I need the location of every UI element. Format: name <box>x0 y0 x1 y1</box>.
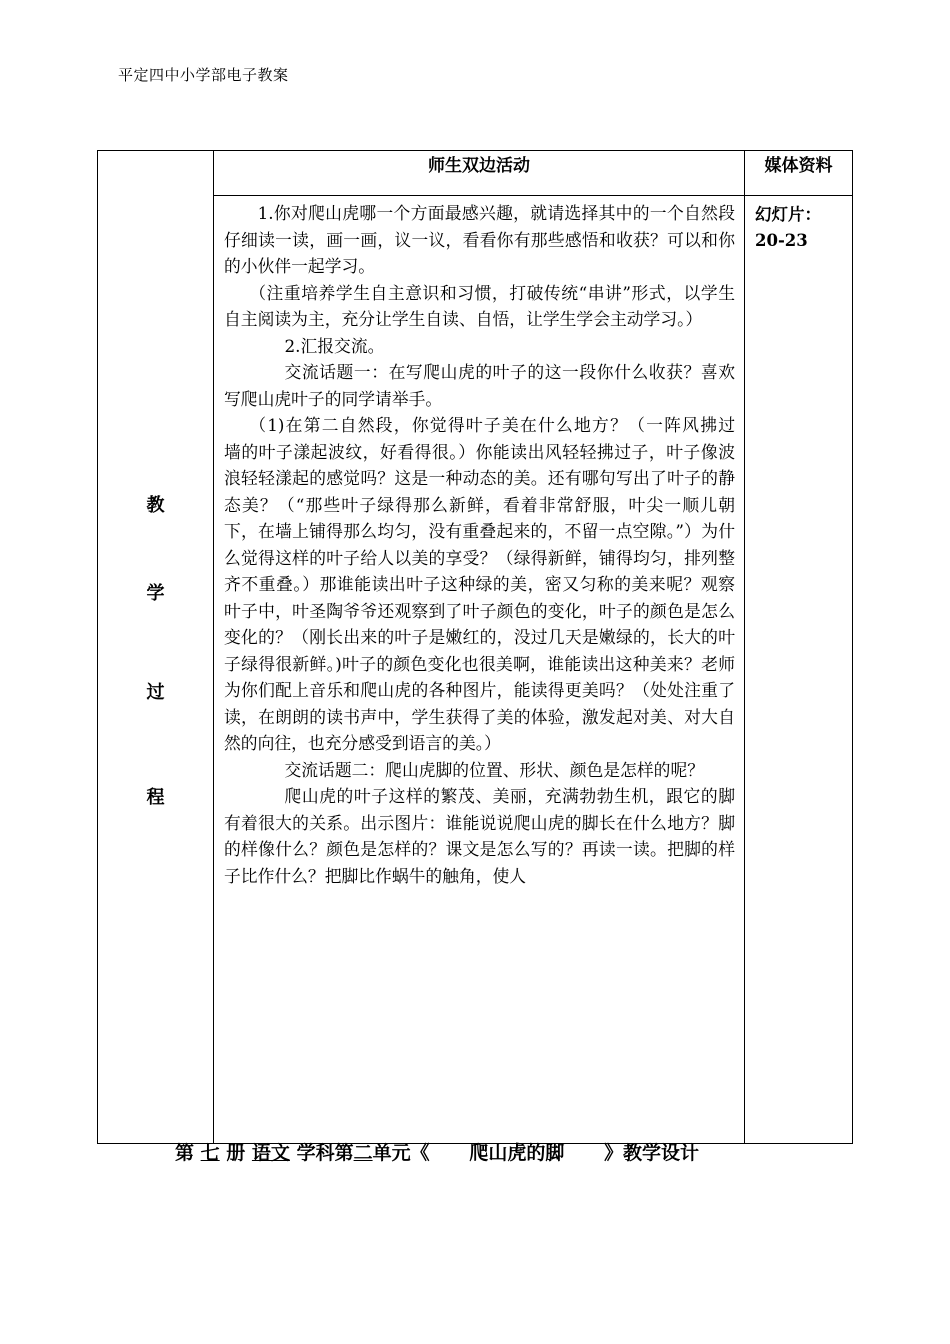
paragraph-4: 交流话题一：在写爬山虎的叶子的这一段你什么收获？喜欢写爬山虎叶子的同学请举手。 <box>224 362 735 409</box>
document-header: 平定四中小学部电子教案 <box>118 66 289 84</box>
paragraph-6: 交流话题二：爬山虎脚的位置、形状、颜色是怎样的呢？ <box>284 759 705 780</box>
footer-part-9: 》教学设计 <box>604 1142 700 1164</box>
footer-volume: 七 <box>200 1142 220 1164</box>
table-header-row <box>98 151 853 196</box>
side-label-cell <box>98 151 214 1144</box>
paragraph-1: 1.你对爬山虎哪一个方面最感兴趣，就请选择其中的一个自然段仔细读一读，画一画，议一议，看看你有那些感悟和收获？可以和你的小伙伴一起学习。 <box>224 203 735 276</box>
footer-subject: 语文 <box>251 1142 290 1164</box>
media-column-header: 媒体资料 <box>745 151 853 196</box>
paragraph-7: 爬山虎的叶子这样的繁茂、美丽，充满勃勃生机，跟它的脚有着很大的关系。出示图片：谁能说说爬山虎的脚长在什么地方？脚的样像什么？颜色是怎样的？课文是怎么写的？再读一读。把脚的样子比作什么？把脚比作蜗牛的触角，使人 <box>224 786 735 886</box>
footer-part-3: 册 <box>226 1142 246 1164</box>
activity-cell <box>214 196 769 1144</box>
footer-part-1: 第 <box>175 1142 195 1164</box>
paragraph-2: （注重培养学生自主意识和习惯，打破传统“串讲”形式，以学生自主阅读为主，充分让学生自读、自悟，让学生学会主动学习。） <box>224 282 735 329</box>
lesson-table <box>97 150 853 1144</box>
activity-column-header: 师生双边活动 <box>214 151 745 196</box>
media-cell: 幻灯片：20-23 <box>745 196 853 1144</box>
side-char-3: 过 <box>146 682 165 703</box>
paragraph-5: （1)在第二自然段，你觉得叶子美在什么地方？（一阵风拂过 墙的叶子漾起波纹，好看得很。）你能读出风轻轻拂过子，叶子像波浪轻轻漾起的感觉吗？这是一种动态的美。还有哪句写出了叶子的静态美？（“那些叶子绿得那么新鲜，看着非常舒服，叶尖一顺儿朝下，在墙上铺得那么均匀，没有重叠起来的，不留一点空隙。”）为什么觉得这样的叶子给人以美的享受？（绿得新鲜，铺得均匀，排列整齐不重叠。）那谁能读出叶子这种绿的美，密又匀称的美来呢？观察叶子中，叶圣陶爷爷还观察到了叶子颜色的变化，叶子的颜色是怎么变化的？（刚长出来的叶子是嫩红的，没过几天是嫩绿的，长大的叶子绿得很新鲜。)叶子的颜色变化也很美啊，谁能读出这种美来？老师为你们配上音乐和爬山虎的各种图片，能读得更美吗？（处处注重了读，在朗朗的读书声中，学生获得了美的体验，激发起对美、对大自然的向往，也充分感受到语言的美。） <box>224 415 769 753</box>
side-char-1: 教 <box>146 495 165 516</box>
side-char-4: 程 <box>146 787 165 808</box>
side-char-2: 学 <box>146 583 165 604</box>
footer-title <box>175 1138 699 1165</box>
paragraph-3: 2.汇报交流。 <box>284 335 385 356</box>
footer-part-7: 单元《 <box>372 1142 430 1164</box>
footer-unit: 二 <box>353 1142 373 1164</box>
footer-part-5: 学科第 <box>296 1142 354 1164</box>
footer-lesson-name: 爬山虎的脚 <box>469 1142 565 1164</box>
